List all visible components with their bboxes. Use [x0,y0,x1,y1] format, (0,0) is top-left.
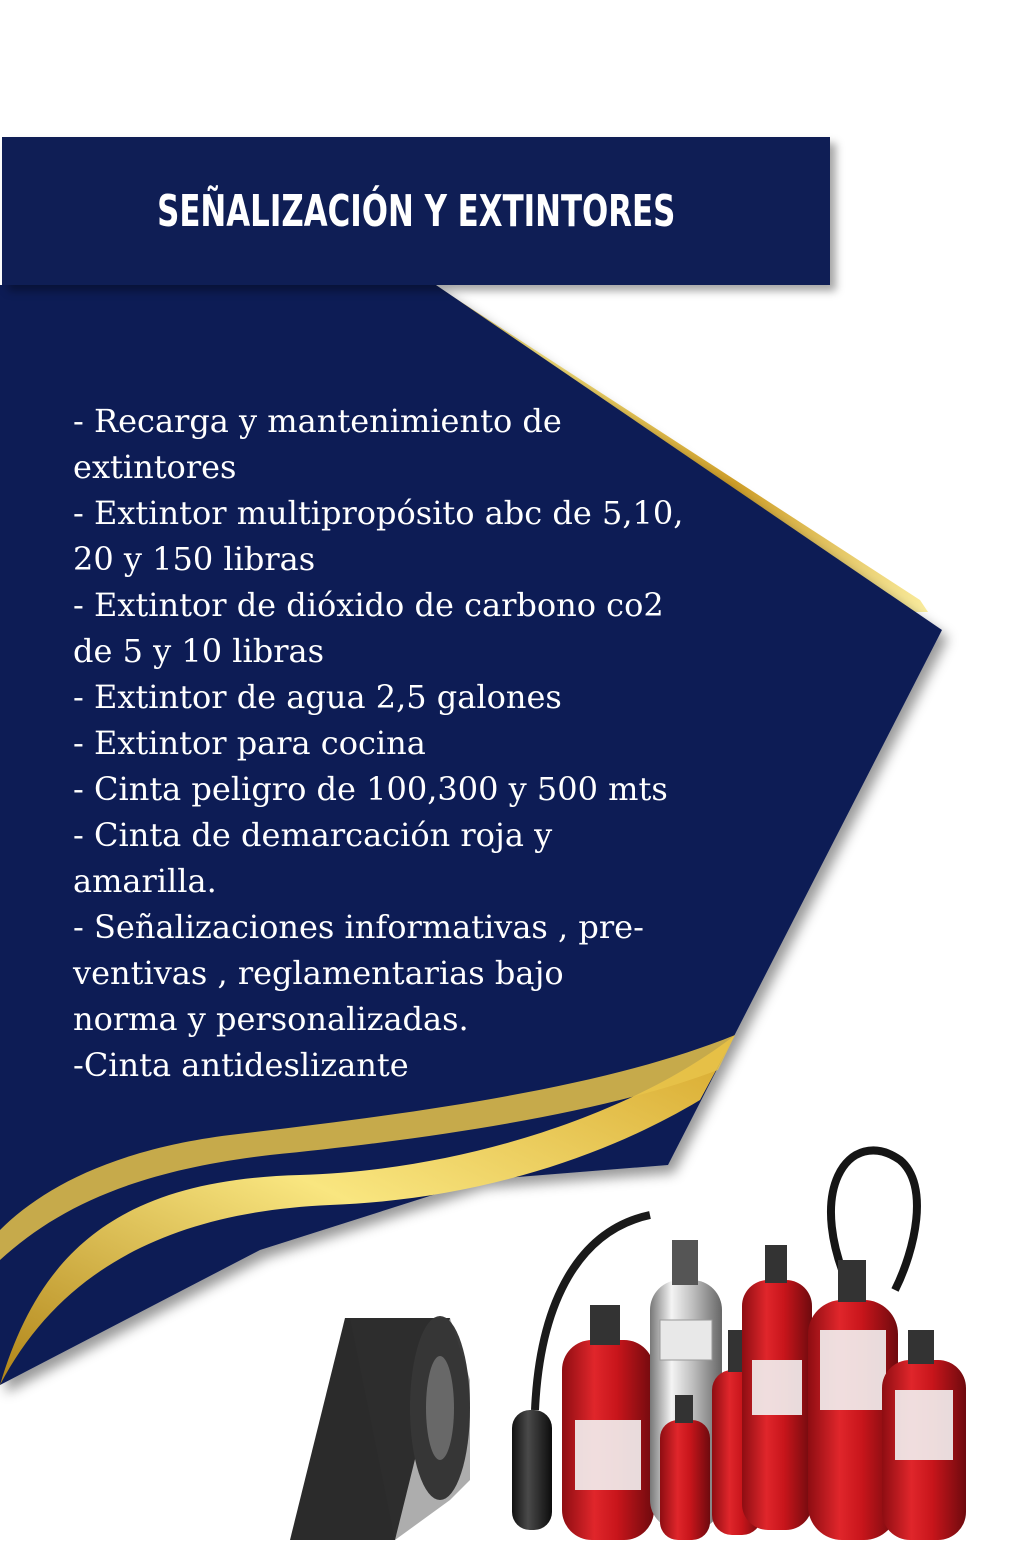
services-line: - Extintor de agua 2,5 galones [73,678,562,716]
services-line: extintores [73,448,237,486]
services-line: norma y personalizadas. [73,1000,469,1038]
title-banner [2,137,830,285]
services-list [73,398,773,1088]
services-line: -Cinta antideslizante [73,1046,409,1084]
services-line: ventivas , reglamentarias bajo [73,954,564,992]
services-line: amarilla. [73,862,217,900]
services-line: - Extintor de dióxido de carbono co2 [73,586,664,624]
services-line: - Cinta de demarcación roja y [73,816,553,854]
services-line: de 5 y 10 libras [73,632,325,670]
services-line: - Señalizaciones informativas , pre- [73,908,644,946]
services-line: - Extintor multipropósito abc de 5,10, [73,494,684,532]
services-line: - Extintor para cocina [73,724,426,762]
page-title: SEÑALIZACIÓN Y EXTINTORES [156,185,676,237]
services-line: 20 y 150 libras [73,540,316,578]
services-line: - Cinta peligro de 100,300 y 500 mts [73,770,668,808]
services-line: - Recarga y mantenimiento de [73,402,562,440]
